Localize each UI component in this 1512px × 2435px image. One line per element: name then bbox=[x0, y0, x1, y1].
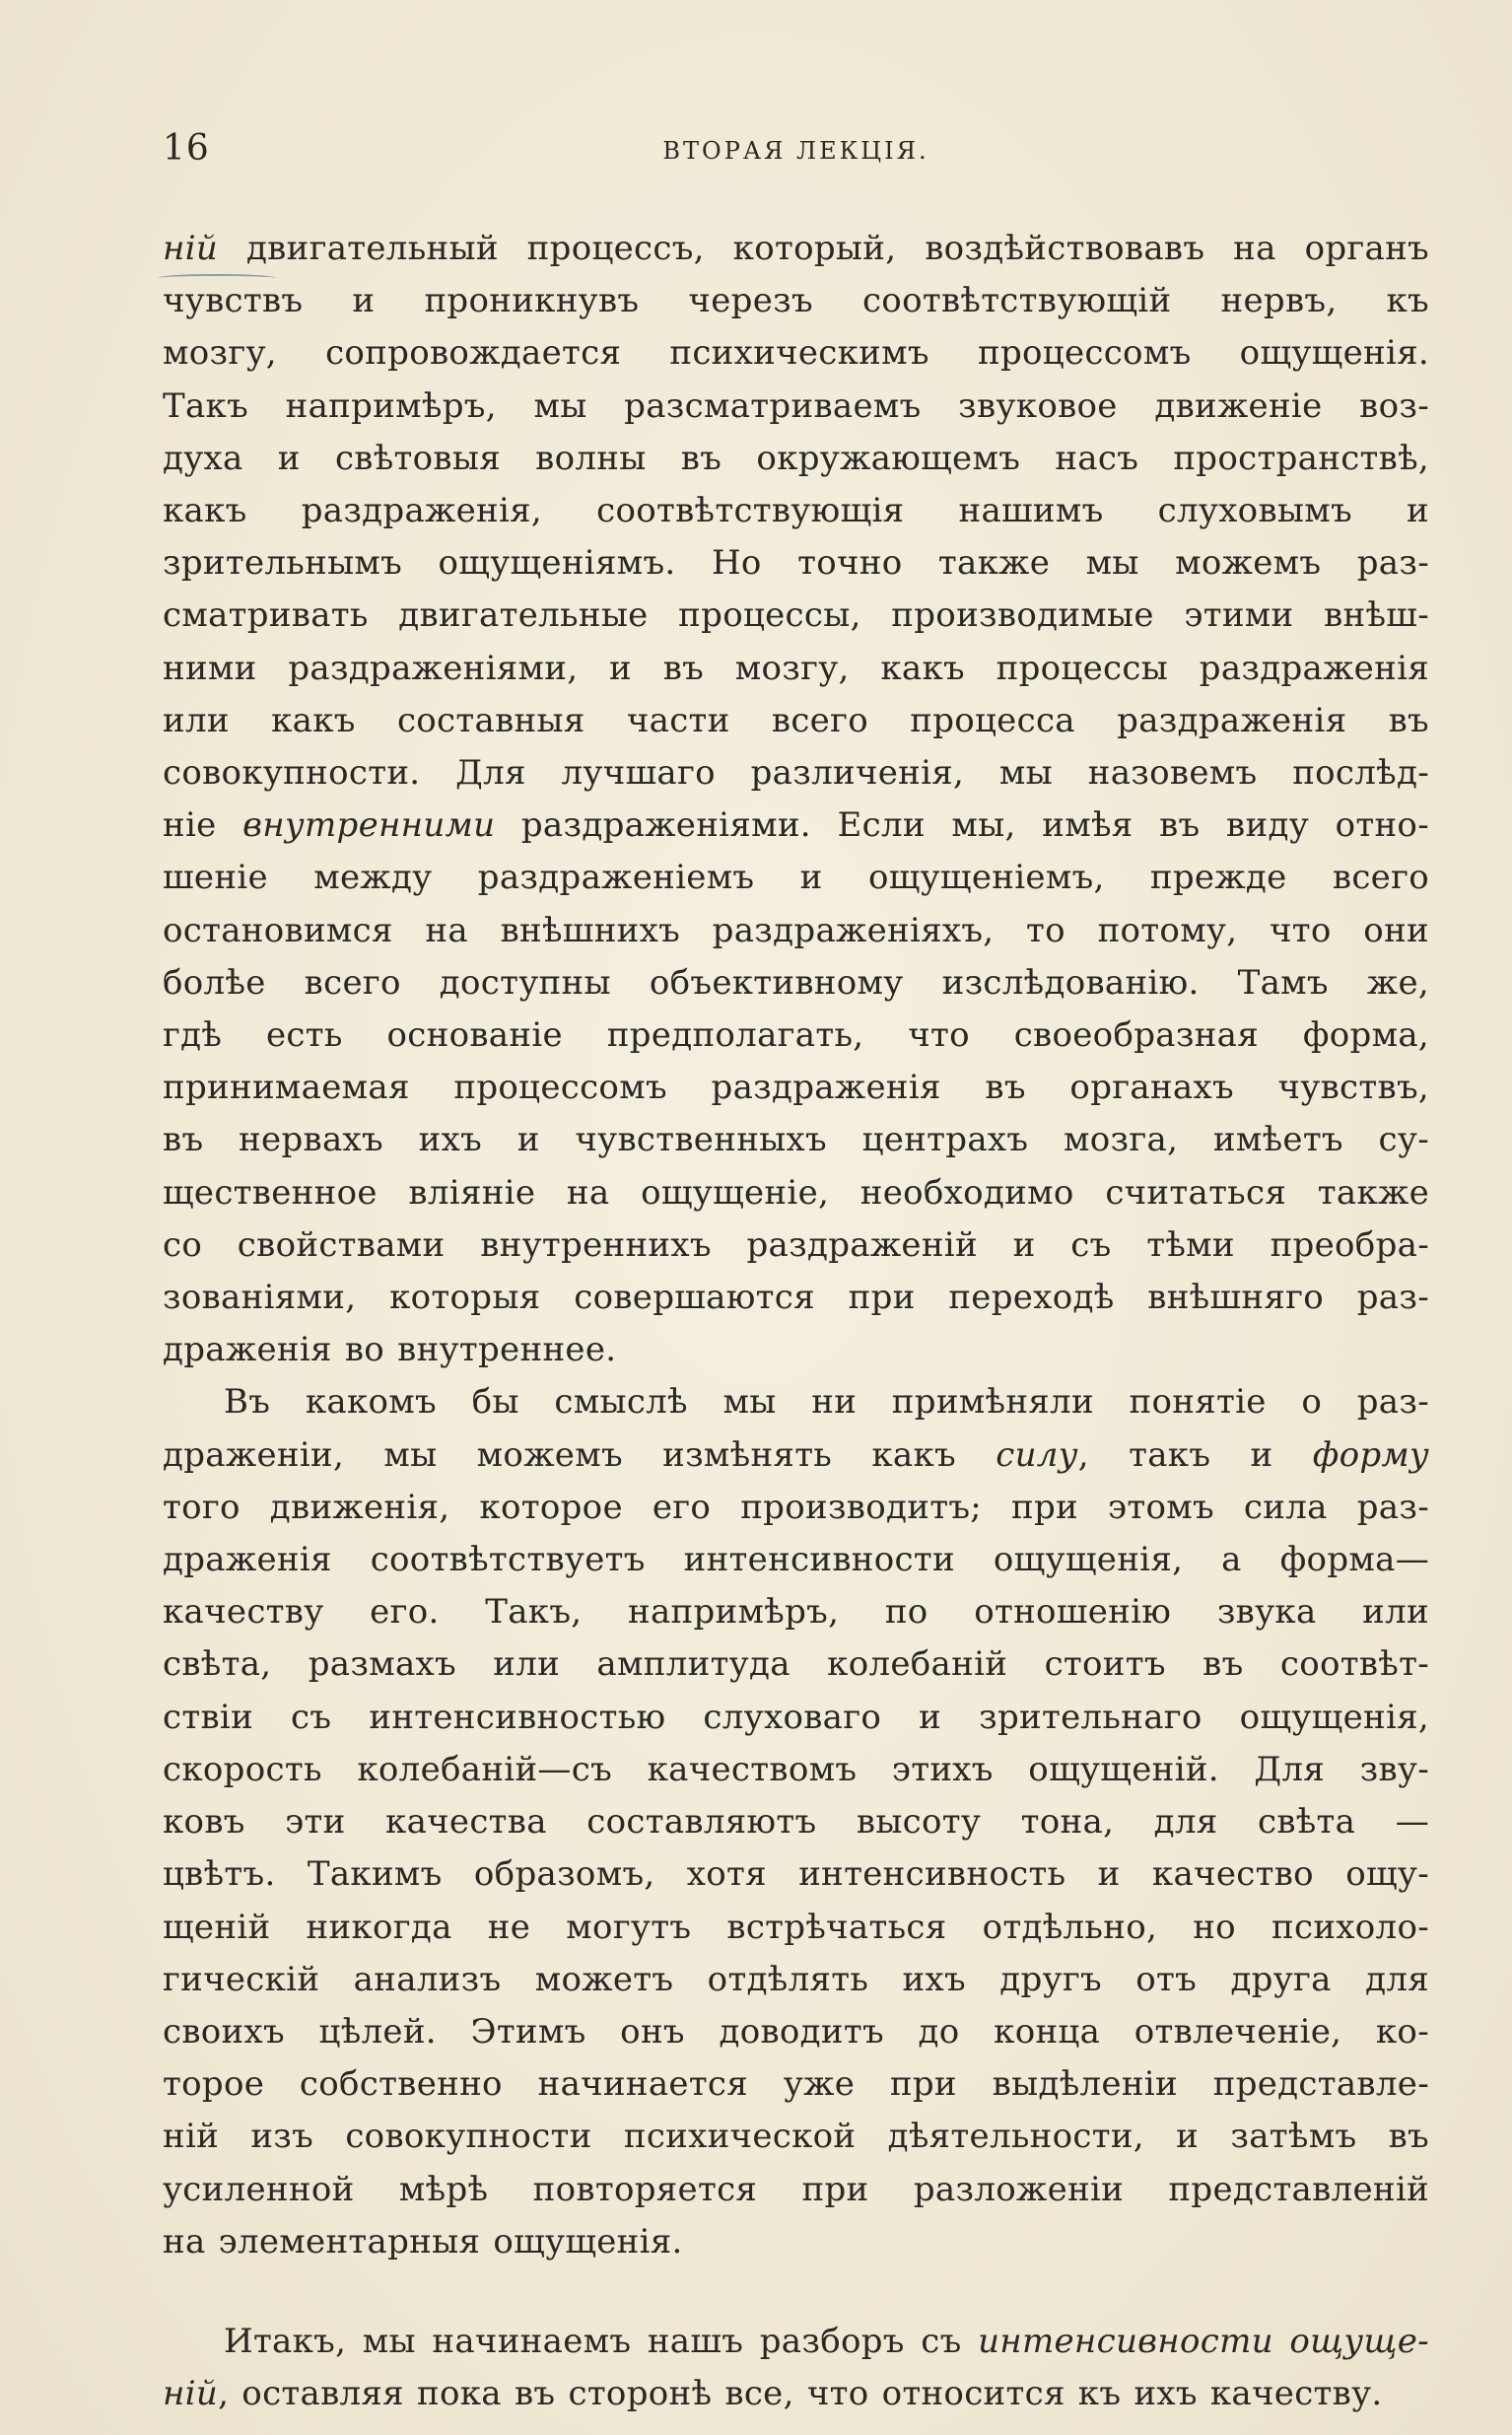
italic-text: ній bbox=[163, 229, 219, 268]
text-fragment: Въ какомъ бы смыслѣ мы ни примѣняли понятіе о раз- bbox=[224, 1382, 1429, 1423]
text-line: Такъ напримѣръ, мы разсматриваемъ звуковое движеніе воз- bbox=[163, 385, 1429, 426]
text-line: щеній никогда не могутъ встрѣчаться отдѣльно, но психоло- bbox=[163, 1907, 1429, 1947]
paragraph-2 bbox=[163, 1376, 1429, 2267]
italic-text: ній bbox=[163, 2374, 219, 2414]
text-line: совокупности. Для лучшаго различенія, мы назовемъ послѣд- bbox=[163, 753, 1429, 794]
text-line: драженіи, мы можемъ измѣнять какъ силу, такъ и форму bbox=[163, 1434, 1430, 1475]
text-line: того движенія, которое его производитъ; при этомъ сила раз- bbox=[163, 1487, 1429, 1527]
italic-text: внутренними bbox=[242, 805, 496, 846]
text-line: въ нервахъ ихъ и чувственныхъ центрахъ мозга, имѣетъ су- bbox=[163, 1120, 1429, 1160]
text-line: шеніе между раздраженіемъ и ощущеніемъ, прежде всего bbox=[163, 858, 1429, 898]
text-line: принимаемая процессомъ раздраженія въ органахъ чувствъ, bbox=[163, 1068, 1429, 1108]
text-line: усиленной мѣрѣ повторяется при разложеніи представленій bbox=[163, 2169, 1429, 2209]
text-line: остановимся на внѣшнихъ раздраженіяхъ, то потому, что они bbox=[163, 910, 1429, 950]
text-line: ній, оставляя пока въ сторонѣ все, что относится къ ихъ качеству. bbox=[163, 2374, 1383, 2414]
text-line: драженія во внутреннее. bbox=[163, 1330, 617, 1370]
text-line: драженія соотвѣтствуетъ интенсивности ощущенія, а форма— bbox=[163, 1540, 1429, 1580]
text-line: чувствъ и проникнувъ черезъ соотвѣтствующій нервъ, къ bbox=[163, 281, 1429, 321]
running-title: ВТОРАЯ ЛЕКЦІЯ. bbox=[662, 137, 929, 165]
text-line: ній изъ совокупности психической дѣятельности, и затѣмъ въ bbox=[163, 2117, 1429, 2157]
text-line: ніе внутренними раздраженіями. Если мы, имѣя въ виду отно- bbox=[163, 805, 1429, 846]
paragraph-3 bbox=[163, 2316, 1429, 2420]
text-line: свѣта, размахъ или амплитуда колебаній стоитъ въ соотвѣт- bbox=[163, 1644, 1429, 1685]
italic-text: силу bbox=[996, 1434, 1078, 1475]
text-line: своихъ цѣлей. Этимъ онъ доводитъ до конца отвлеченіе, ко- bbox=[163, 2011, 1429, 2052]
paragraph-1 bbox=[163, 223, 1429, 1376]
text-line: мозгу, сопровождается психическимъ процессомъ ощущенія. bbox=[163, 333, 1429, 374]
text-line: Итакъ, мы начинаемъ нашъ разборъ съ интенсивности ощуще- bbox=[224, 2321, 1429, 2361]
text-line: гдѣ есть основаніе предполагать, что своеобразная форма, bbox=[163, 1015, 1429, 1056]
text-line: ній двигательный процессъ, который, воздѣйствовавъ на органъ bbox=[163, 229, 1429, 268]
body-text bbox=[163, 223, 1429, 2420]
text-line: гическій анализъ можетъ отдѣлять ихъ другъ отъ друга для bbox=[163, 1959, 1429, 1999]
text-line: щественное вліяніе на ощущеніе, необходимо считаться также bbox=[163, 1172, 1429, 1213]
page-number: 16 bbox=[163, 128, 210, 169]
text-line: зрительнымъ ощущеніямъ. Но точно также мы можемъ раз- bbox=[163, 543, 1429, 584]
text-line bbox=[163, 1376, 1429, 1428]
text-line: на элементарныя ощущенія. bbox=[163, 2221, 683, 2261]
italic-text: интенсивности ощуще- bbox=[978, 2321, 1429, 2361]
italic-text: форму bbox=[1312, 1434, 1430, 1475]
text-line: сматривать двигательные процессы, производимые этими внѣш- bbox=[163, 595, 1429, 636]
text-line: ствіи съ интенсивностью слуховаго и зрительнаго ощущенія, bbox=[163, 1697, 1429, 1737]
page-header bbox=[163, 128, 1429, 177]
text-line: ними раздраженіями, и въ мозгу, какъ процессы раздраженія bbox=[163, 648, 1429, 688]
text-line: цвѣтъ. Такимъ образомъ, хотя интенсивность и качество ощу- bbox=[163, 1854, 1429, 1895]
text-line: скорость колебаній—съ качествомъ этихъ ощущеній. Для зву- bbox=[163, 1749, 1429, 1789]
text-line: со свойствами внутреннихъ раздраженій и съ тѣми преобра- bbox=[163, 1224, 1429, 1265]
text-line: болѣе всего доступны объективному изслѣдованію. Тамъ же, bbox=[163, 962, 1429, 1003]
text-line: торое собственно начинается уже при выдѣленіи представле- bbox=[163, 2064, 1429, 2105]
text-line: духа и свѣтовыя волны въ окружающемъ насъ пространствѣ, bbox=[163, 438, 1429, 478]
text-line: или какъ составныя части всего процесса раздраженія въ bbox=[163, 700, 1429, 740]
paragraph-gap bbox=[163, 2268, 1429, 2316]
text-line: какъ раздраженія, соотвѣтствующія нашимъ слуховымъ и bbox=[163, 491, 1429, 531]
text-line: зованіями, которыя совершаются при переходѣ внѣшняго раз- bbox=[163, 1278, 1429, 1318]
text-line: качеству его. Такъ, напримѣръ, по отношенію звука или bbox=[163, 1592, 1429, 1633]
text-line: ковъ эти качества составляютъ высоту тона, для свѣта — bbox=[163, 1802, 1429, 1843]
